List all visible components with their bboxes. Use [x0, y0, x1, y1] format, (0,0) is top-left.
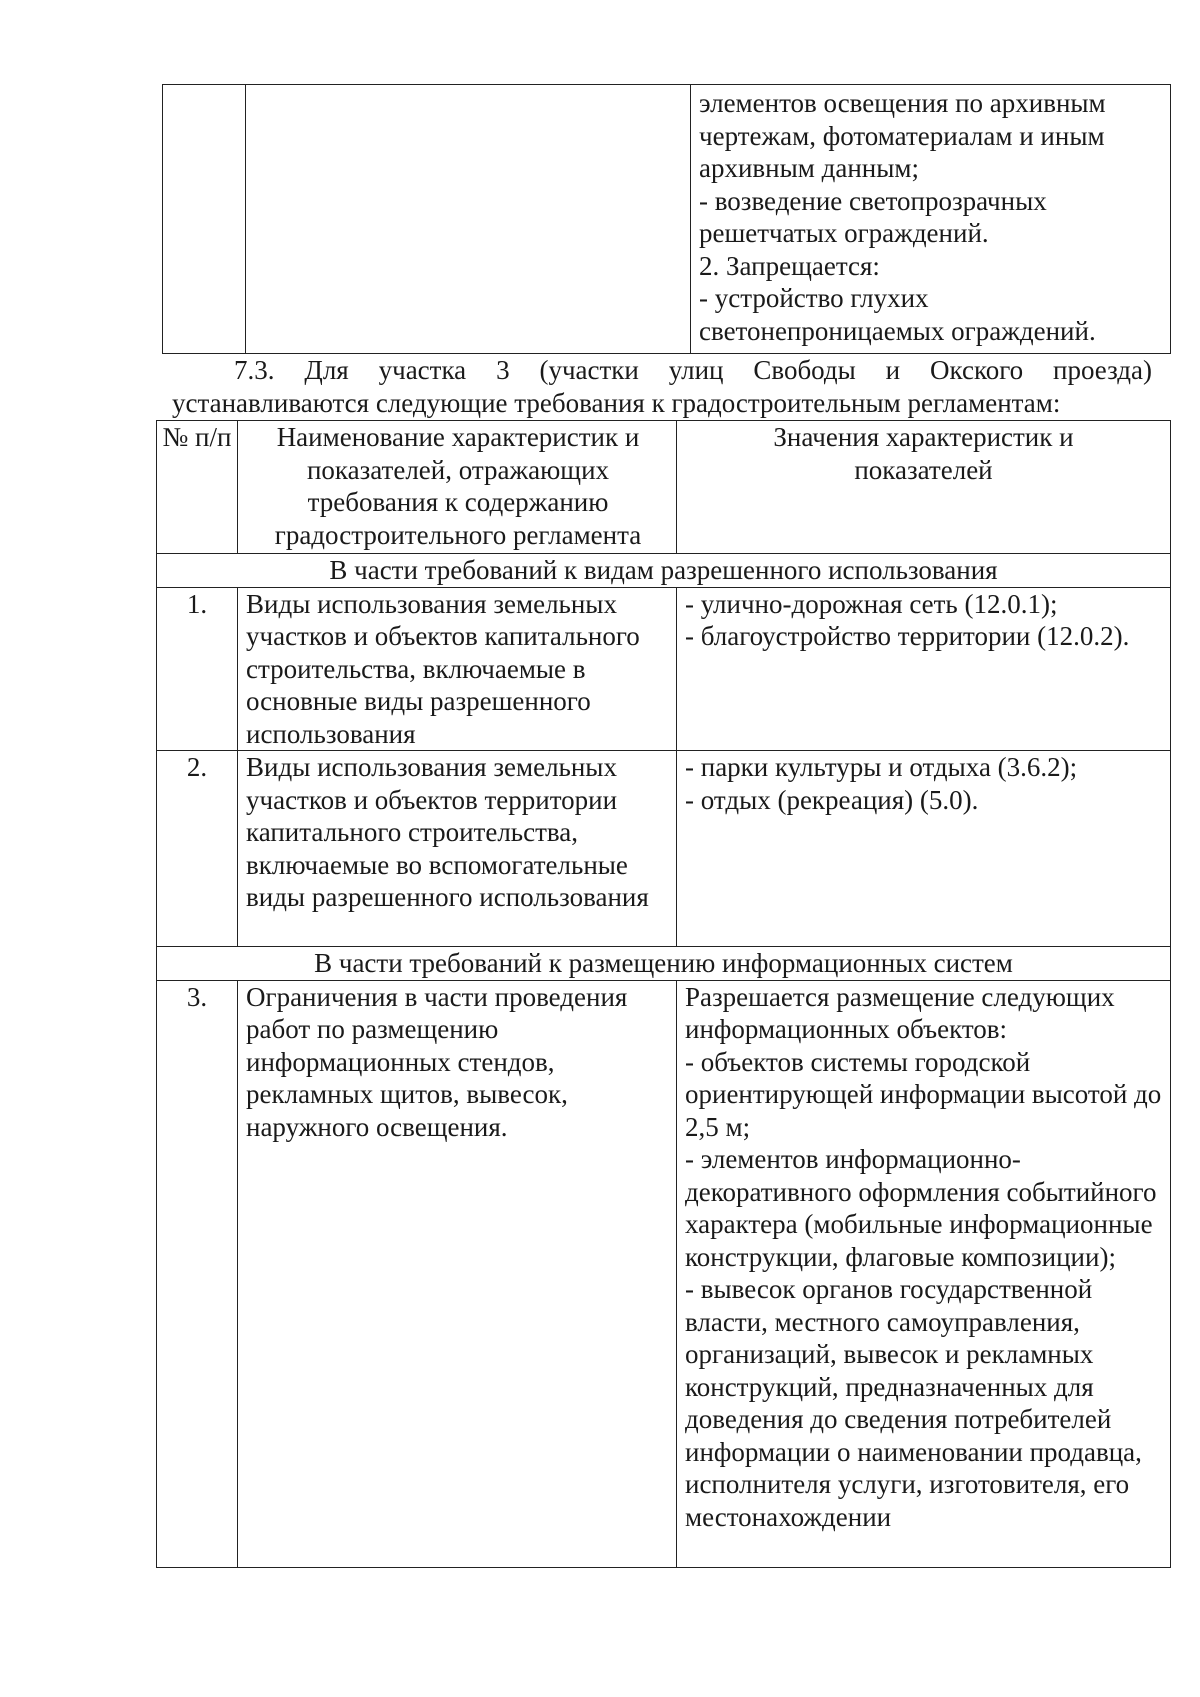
table-row [157, 980, 1171, 1567]
row-value-item: - парки культуры и отдыха (3.6.2); [685, 752, 1078, 782]
row-name: Виды использования земельных участков и объектов капитального строительства, включаемые в основные виды разрешенного использования [238, 587, 677, 751]
continuation-line: 2. Запрещается: [699, 250, 880, 281]
section-intro-paragraph [172, 354, 1152, 420]
row-values [677, 980, 1171, 1567]
intro-line-1: 7.3. Для участка 3 (участки улиц Свободы и Окского проезда) [234, 355, 1152, 385]
continuation-lines [699, 87, 1164, 347]
row-value-item: - отдых (рекреация) (5.0). [685, 784, 979, 815]
continuation-line: - устройство глухих [699, 283, 929, 313]
row-value-item: - улично-дорожная сеть (12.0.1); [685, 588, 1058, 619]
row-value-item: - благоустройство территории (12.0.2). [685, 621, 1130, 651]
row-value-item: - вывесок органов государственной власти, местного самоуправления, организаций, вывесок и рекламных конструкций, предназначенных для доведения до сведения потребителей информации о наименовании продавца, исполнителя услуги, изготовителя, его местонахождении [685, 1274, 1142, 1532]
continuation-line: светонепроницаемых ограждений. [699, 315, 1096, 346]
row-values [677, 587, 1171, 751]
continuation-name-cell [246, 85, 691, 354]
header-name: Наименование характеристик и показателей, отражающих требования к содержанию градостроительного регламента [238, 421, 677, 554]
table-row [157, 587, 1171, 751]
continuation-num-cell [163, 85, 246, 354]
table-row [157, 751, 1171, 947]
continuation-line: архивным данным; [699, 153, 919, 183]
section-row-permitted-use [157, 554, 1171, 588]
section-title: В части требований к размещению информационных систем [157, 947, 1171, 981]
section-row-info-systems [157, 947, 1171, 981]
row-name: Виды использования земельных участков и объектов территории капитального строительства, включаемые во вспомогательные виды разрешенного использования [238, 751, 677, 947]
row-value-item: - объектов системы городской ориентирующей информации высотой до 2,5 м; [685, 1046, 1162, 1142]
continuation-line: чертежам, фотоматериалам и иным [699, 120, 1105, 151]
row-values [677, 751, 1171, 947]
header-num: № п/п [157, 421, 238, 554]
table-header-row [157, 421, 1171, 554]
row-name: Ограничения в части проведения работ по размещению информационных стендов, рекламных щитов, вывесок, наружного освещения. [238, 980, 677, 1567]
continuation-line: элементов освещения по архивным [699, 88, 1106, 118]
row-number: 3. [157, 980, 238, 1567]
row-value-item: Разрешается размещение следующих информационных объектов: [685, 981, 1115, 1044]
intro-line-2: устанавливаются следующие требования к градостроительным регламентам: [172, 388, 1061, 418]
requirements-table [156, 420, 1171, 1568]
continuation-line: - возведение светопрозрачных [699, 185, 1047, 216]
continuation-line: решетчатых ограждений. [699, 218, 989, 248]
row-number: 1. [157, 587, 238, 751]
continuation-value-cell [691, 85, 1171, 354]
continuation-table [162, 84, 1171, 354]
section-title: В части требований к видам разрешенного использования [157, 554, 1171, 588]
row-number: 2. [157, 751, 238, 947]
header-value: Значения характеристик и показателей [677, 421, 1171, 554]
row-value-item: - элементов информационно-декоративного оформления событийного характера (мобильные информационные конструкции, флаговые композиции); [685, 1144, 1157, 1272]
